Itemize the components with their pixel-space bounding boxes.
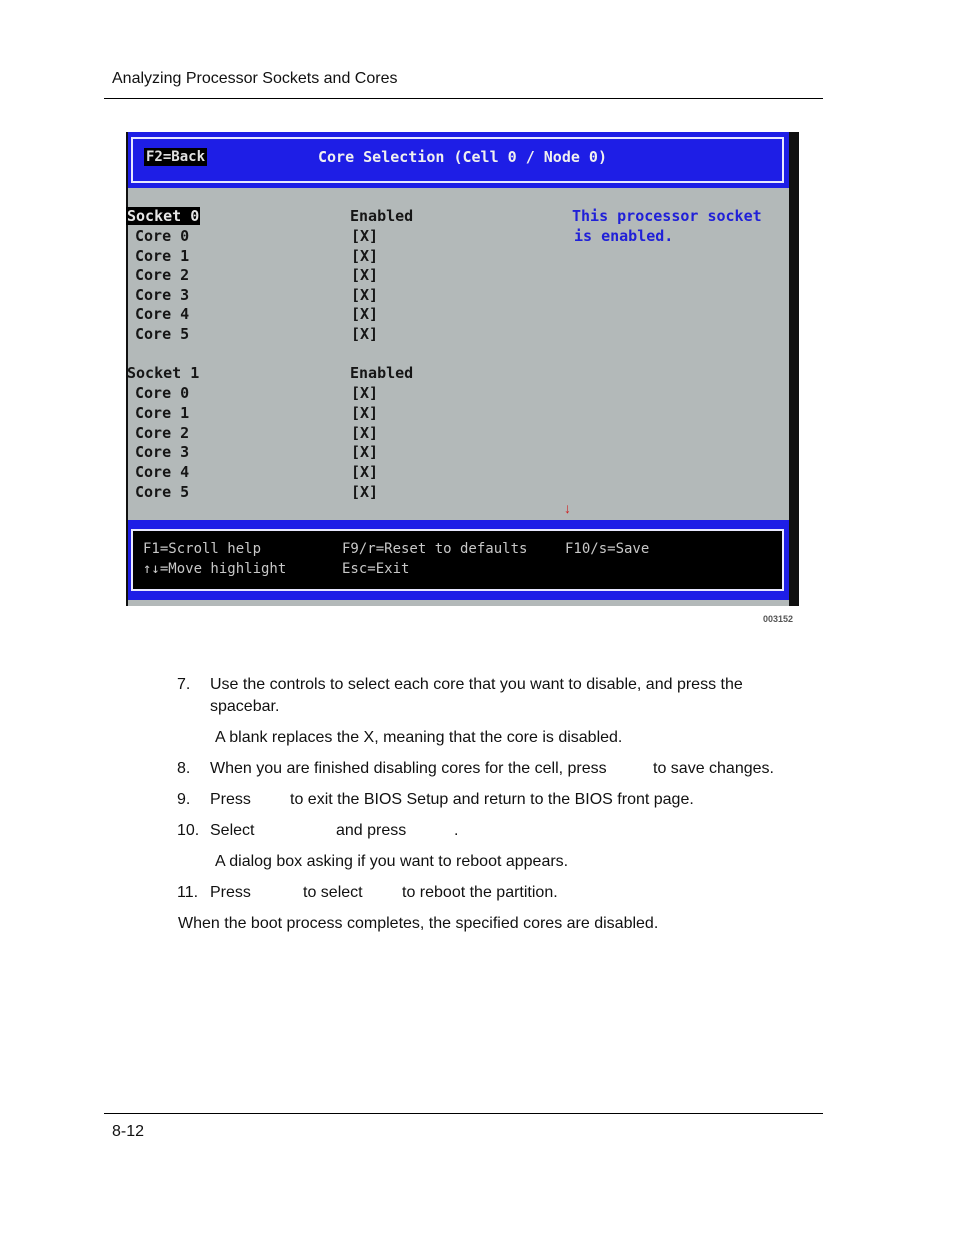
step-11-text-c: to reboot the partition. [402,884,558,901]
step-7-number: 7. [177,676,191,693]
key-save: F10/s=Save [565,541,650,557]
socket-0-core-2[interactable]: Core 2 [135,266,190,284]
socket-1-core-2[interactable]: Core 2 [135,424,190,442]
key-move-highlight: ↑↓=Move highlight [143,561,287,577]
socket-0-core-5[interactable]: Core 5 [135,325,190,343]
screen-edge-right [789,132,799,606]
socket-0-core-3-checkbox[interactable]: [X] [351,286,379,304]
socket-0-core-3[interactable]: Core 3 [135,286,190,304]
step-11-number: 11. [177,884,199,901]
page-number: 8-12 [112,1123,145,1140]
socket-0-core-5-checkbox[interactable]: [X] [351,325,379,343]
socket-1-core-3-checkbox[interactable]: [X] [351,443,379,461]
running-header: Analyzing Processor Sockets and Cores [112,70,398,87]
socket-1-core-5[interactable]: Core 5 [135,483,190,501]
figure-id: 003152 [763,614,794,624]
bios-key-legend [128,520,789,600]
socket-0-status: Enabled [350,207,414,225]
socket-1-core-5-checkbox[interactable]: [X] [351,483,379,501]
socket-1-core-1[interactable]: Core 1 [135,404,190,422]
socket-0-core-0[interactable]: Core 0 [135,227,190,245]
bios-screenshot [126,132,799,606]
step-7-line-1: Use the controls to select each core that you want to disable, and press the [210,676,743,693]
key-reset-defaults: F9/r=Reset to defaults [342,541,528,557]
socket-0-label[interactable]: Socket 0 [127,207,200,225]
key-exit: Esc=Exit [342,561,410,577]
step-7-line-2: spacebar. [210,698,280,715]
socket-1-core-4-checkbox[interactable]: [X] [351,463,379,481]
socket-0-core-4[interactable]: Core 4 [135,305,190,323]
step-7-note: A blank replaces the X, meaning that the core is disabled. [215,729,623,746]
header-rule [104,98,823,99]
step-8-text-b: to save changes. [653,760,774,777]
key-scroll-help: F1=Scroll help [143,541,262,557]
step-10-text-a: Select [210,822,255,839]
step-11-text-b: to select [303,884,363,901]
socket-0-core-2-checkbox[interactable]: [X] [351,266,379,284]
socket-1-status: Enabled [350,364,414,382]
step-8-number: 8. [177,760,191,777]
step-9-number: 9. [177,791,191,808]
step-10-text-c: . [454,822,459,839]
step-10-note: A dialog box asking if you want to reboot appears. [215,853,569,870]
closing-paragraph: When the boot process completes, the specified cores are disabled. [178,915,659,932]
help-text-line-2: is enabled. [574,227,674,245]
scroll-down-icon: ↓ [564,500,571,516]
socket-0-core-0-checkbox[interactable]: [X] [351,227,379,245]
socket-1-core-0[interactable]: Core 0 [135,384,190,402]
step-10-number: 10. [177,822,200,839]
socket-1-core-3[interactable]: Core 3 [135,443,190,461]
step-9-text-a: Press [210,791,251,808]
footer-rule [104,1113,823,1114]
socket-0-core-1-checkbox[interactable]: [X] [351,247,379,265]
legend-frame [131,529,784,591]
step-9-text-b: to exit the BIOS Setup and return to the BIOS front page. [290,791,694,808]
back-key[interactable]: F2=Back [146,149,206,165]
socket-0-core-4-checkbox[interactable]: [X] [351,305,379,323]
bios-screen-title: Core Selection (Cell 0 / Node 0) [318,148,607,166]
socket-1-label[interactable]: Socket 1 [127,364,200,382]
step-11-text-a: Press [210,884,251,901]
socket-1-core-2-checkbox[interactable]: [X] [351,424,379,442]
step-8-text-a: When you are finished disabling cores for the cell, press [210,760,607,777]
help-text-line-1: This processor socket [572,207,762,225]
bios-title-bar [128,132,789,188]
socket-1-core-1-checkbox[interactable]: [X] [351,404,379,422]
socket-1-core-4[interactable]: Core 4 [135,463,190,481]
socket-0-core-1[interactable]: Core 1 [135,247,190,265]
step-10-text-b: and press [336,822,407,839]
socket-1-core-0-checkbox[interactable]: [X] [351,384,379,402]
